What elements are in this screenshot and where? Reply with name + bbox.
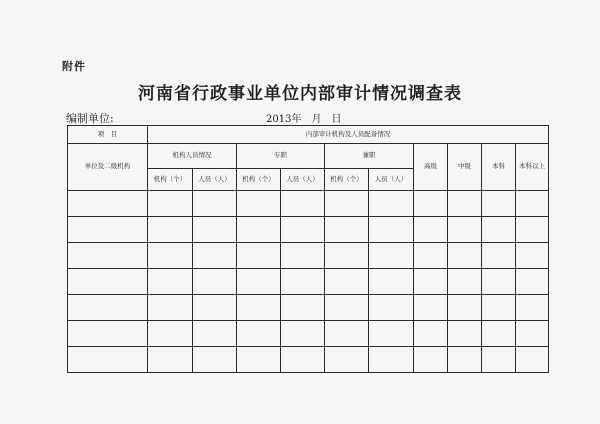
- table-cell[interactable]: [414, 295, 448, 321]
- table-cell[interactable]: [237, 217, 281, 243]
- table-cell[interactable]: [281, 321, 325, 347]
- table-cell[interactable]: [281, 243, 325, 269]
- table-cell[interactable]: [448, 243, 482, 269]
- table-cell[interactable]: [148, 217, 193, 243]
- table-cell[interactable]: [68, 295, 148, 321]
- table-cell[interactable]: [516, 347, 549, 373]
- leaf-header: 人员（人）: [369, 169, 414, 191]
- table-cell[interactable]: [193, 191, 237, 217]
- table-cell[interactable]: [281, 191, 325, 217]
- table-row: [68, 243, 549, 269]
- table-cell[interactable]: [237, 295, 281, 321]
- table-cell[interactable]: [281, 269, 325, 295]
- page-title: 河南省行政事业单位内部审计情况调查表: [138, 84, 462, 104]
- leaf-header: 机构（个）: [237, 169, 281, 191]
- table-cell[interactable]: [68, 321, 148, 347]
- table-row: [68, 295, 549, 321]
- table-cell[interactable]: [482, 269, 516, 295]
- extra-header: 本科: [482, 144, 516, 191]
- table-cell[interactable]: [325, 269, 369, 295]
- table-cell[interactable]: [193, 347, 237, 373]
- table-cell[interactable]: [193, 295, 237, 321]
- table-cell[interactable]: [148, 295, 193, 321]
- table-cell[interactable]: [237, 321, 281, 347]
- table-cell[interactable]: [369, 243, 414, 269]
- table-cell[interactable]: [148, 243, 193, 269]
- table-cell[interactable]: [325, 191, 369, 217]
- table-cell[interactable]: [68, 217, 148, 243]
- table-cell[interactable]: [325, 295, 369, 321]
- table-row: [68, 321, 549, 347]
- table-cell[interactable]: [193, 243, 237, 269]
- table-cell[interactable]: [369, 295, 414, 321]
- table-cell[interactable]: [281, 295, 325, 321]
- table-cell[interactable]: [448, 295, 482, 321]
- table-cell[interactable]: [148, 191, 193, 217]
- table-cell[interactable]: [414, 191, 448, 217]
- table-cell[interactable]: [237, 191, 281, 217]
- item-header: 项 目: [68, 126, 148, 144]
- table-cell[interactable]: [325, 243, 369, 269]
- table-cell[interactable]: [369, 269, 414, 295]
- table-cell[interactable]: [68, 243, 148, 269]
- subgroup-header: 机构人员情况: [148, 144, 237, 169]
- table-cell[interactable]: [148, 321, 193, 347]
- table-cell[interactable]: [68, 191, 148, 217]
- table-cell[interactable]: [414, 347, 448, 373]
- table-cell[interactable]: [281, 347, 325, 373]
- table-cell[interactable]: [237, 243, 281, 269]
- extra-header: 本科以上: [516, 144, 549, 191]
- survey-table: [67, 125, 549, 373]
- extra-header: 高级: [414, 144, 448, 191]
- extra-header: 中级: [448, 144, 482, 191]
- table-cell[interactable]: [193, 269, 237, 295]
- table-cell[interactable]: [369, 347, 414, 373]
- table-cell[interactable]: [448, 347, 482, 373]
- table-row: [68, 217, 549, 243]
- leaf-header: 人员（人）: [281, 169, 325, 191]
- table-row: [68, 191, 549, 217]
- leaf-header: 机构（个）: [325, 169, 369, 191]
- table-cell[interactable]: [193, 321, 237, 347]
- table-cell[interactable]: [68, 347, 148, 373]
- table-cell[interactable]: [369, 321, 414, 347]
- table-cell[interactable]: [369, 191, 414, 217]
- table-cell[interactable]: [448, 191, 482, 217]
- table-cell[interactable]: [448, 217, 482, 243]
- table-cell[interactable]: [482, 321, 516, 347]
- table-cell[interactable]: [148, 347, 193, 373]
- table-cell[interactable]: [414, 321, 448, 347]
- table-cell[interactable]: [516, 243, 549, 269]
- subgroup-header: 专职: [237, 144, 325, 169]
- table-cell[interactable]: [482, 217, 516, 243]
- table-cell[interactable]: [237, 269, 281, 295]
- table-cell[interactable]: [414, 269, 448, 295]
- table-cell[interactable]: [237, 347, 281, 373]
- table-cell[interactable]: [448, 269, 482, 295]
- table-cell[interactable]: [482, 191, 516, 217]
- table-cell[interactable]: [325, 321, 369, 347]
- table-cell[interactable]: [414, 217, 448, 243]
- table-cell[interactable]: [325, 347, 369, 373]
- table-cell[interactable]: [482, 295, 516, 321]
- table-cell[interactable]: [516, 321, 549, 347]
- table-cell[interactable]: [482, 347, 516, 373]
- table-cell[interactable]: [193, 217, 237, 243]
- table-cell[interactable]: [369, 217, 414, 243]
- date-line: 2013年 月 日: [266, 114, 342, 125]
- leaf-header: 机构（个）: [148, 169, 193, 191]
- table-cell[interactable]: [68, 269, 148, 295]
- group-header: 内部审计机构及人员配备情况: [148, 126, 549, 144]
- table-cell[interactable]: [448, 321, 482, 347]
- table-cell[interactable]: [482, 243, 516, 269]
- subgroup-header: 兼职: [325, 144, 414, 169]
- table-cell[interactable]: [516, 191, 549, 217]
- unit-header: 单位及二级机构: [68, 144, 148, 191]
- unit-label: 编制单位:: [66, 112, 114, 125]
- table-cell[interactable]: [281, 217, 325, 243]
- table-row: [68, 269, 549, 295]
- table-row: [68, 347, 549, 373]
- attachment-label: 附件: [62, 60, 86, 73]
- table-cell[interactable]: [516, 295, 549, 321]
- table-cell[interactable]: [516, 217, 549, 243]
- table-cell[interactable]: [516, 269, 549, 295]
- table-cell[interactable]: [148, 269, 193, 295]
- table-cell[interactable]: [325, 217, 369, 243]
- leaf-header: 人员（人）: [193, 169, 237, 191]
- table-cell[interactable]: [414, 243, 448, 269]
